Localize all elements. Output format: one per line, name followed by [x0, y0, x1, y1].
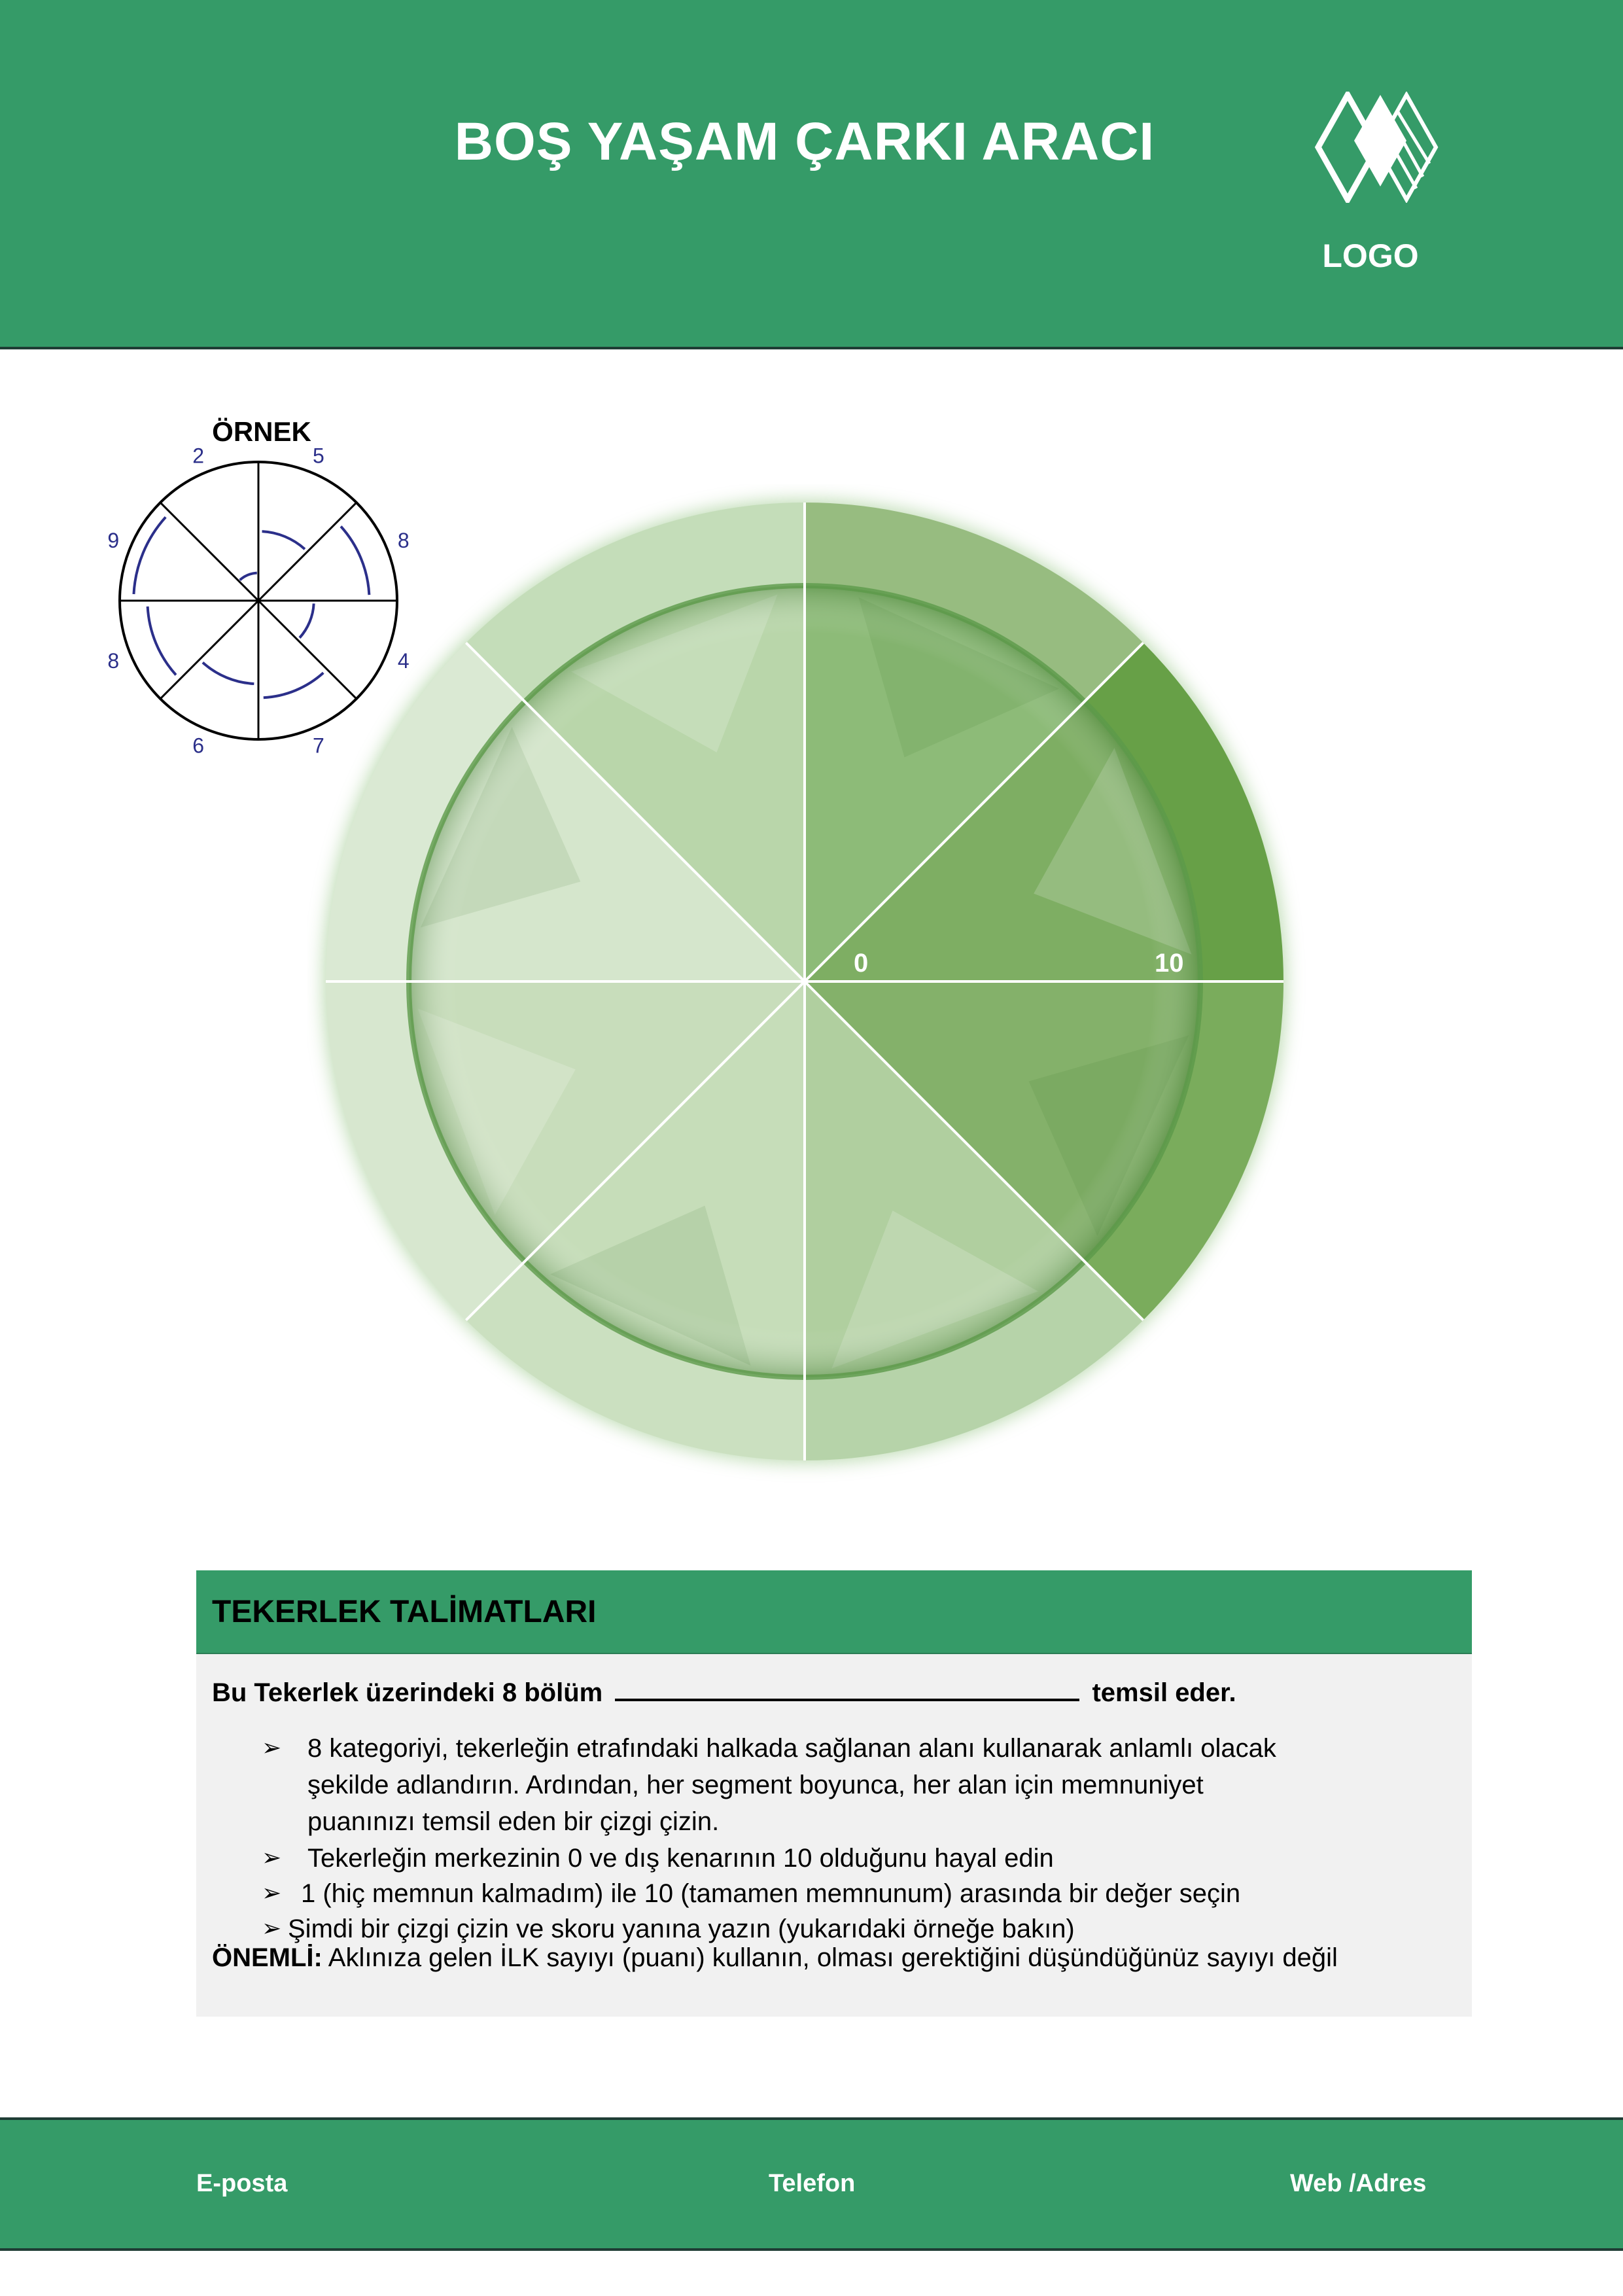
bullet-1-line-2: şekilde adlandırın. Ardından, her segment boyunca, her alan için memnuniyet: [307, 1771, 1204, 1799]
bullet-2: Tekerleğin merkezinin 0 ve dış kenarının 10 olduğunu hayal edin: [307, 1844, 1054, 1873]
example-score-label: 5: [312, 444, 324, 468]
bullet-1-line-3: puanınızı temsil eden bir çizgi çizin.: [307, 1807, 720, 1836]
instructions-heading: TEKERLEK TALİMATLARI: [196, 1570, 1472, 1654]
life-wheel: [307, 484, 1315, 1492]
important-text: Aklınıza gelen İLK sayıyı (puanı) kullanın, olması gerektiğini düşündüğünüz sayıyı değil: [322, 1943, 1338, 1972]
bullet-1-line-1: 8 kategoriyi, tekerleğin etrafındaki halkada sağlanan alanı kullanarak anlamlı olacak: [307, 1734, 1276, 1763]
arrow-bullet-icon: ➢: [262, 1879, 282, 1906]
arrow-bullet-icon: ➢: [262, 1844, 282, 1871]
page-header: [0, 0, 1623, 349]
example-score-label: 9: [107, 529, 120, 553]
footer-phone: Telefon: [769, 2170, 856, 2197]
example-score-label: 2: [192, 444, 205, 468]
example-score-label: 6: [192, 733, 205, 758]
footer-email: E-posta: [196, 2170, 288, 2197]
page-title: BOŞ YAŞAM ÇARKI ARACI: [454, 112, 1155, 171]
page-footer: [0, 2117, 1623, 2251]
example-score-label: 7: [312, 733, 324, 758]
important-label: ÖNEMLİ:: [212, 1943, 323, 1972]
sections-blank-field[interactable]: [615, 1672, 1079, 1701]
logo-label: LOGO: [1322, 238, 1419, 274]
instructions-box: [196, 1570, 1472, 2017]
sections-text-before: Bu Tekerlek üzerindeki 8 bölüm: [212, 1678, 603, 1707]
bullet-4: Şimdi bir çizgi çizin ve skoru yanına yazın (yukarıdaki örneğe bakın): [288, 1915, 1075, 1943]
bullet-3: 1 (hiç memnun kalmadım) ile 10 (tamamen memnunum) arasında bir değer seçin: [301, 1879, 1241, 1908]
logo-icon: [1308, 92, 1439, 203]
sections-line: [212, 1672, 1236, 1708]
wheel-center-label: 0: [854, 949, 869, 978]
example-score-label: 8: [107, 648, 120, 673]
arrow-bullet-icon: ➢: [262, 1915, 282, 1941]
example-score-label: 8: [397, 529, 410, 553]
sections-text-after: temsil eder.: [1092, 1678, 1236, 1707]
arrow-bullet-icon: ➢: [262, 1734, 282, 1761]
wheel-edge-label: 10: [1155, 949, 1184, 978]
example-score-label: 4: [397, 648, 410, 673]
footer-web: Web /Adres: [1290, 2170, 1427, 2197]
important-note: [212, 1943, 1338, 1973]
example-title: ÖRNEK: [212, 416, 311, 447]
